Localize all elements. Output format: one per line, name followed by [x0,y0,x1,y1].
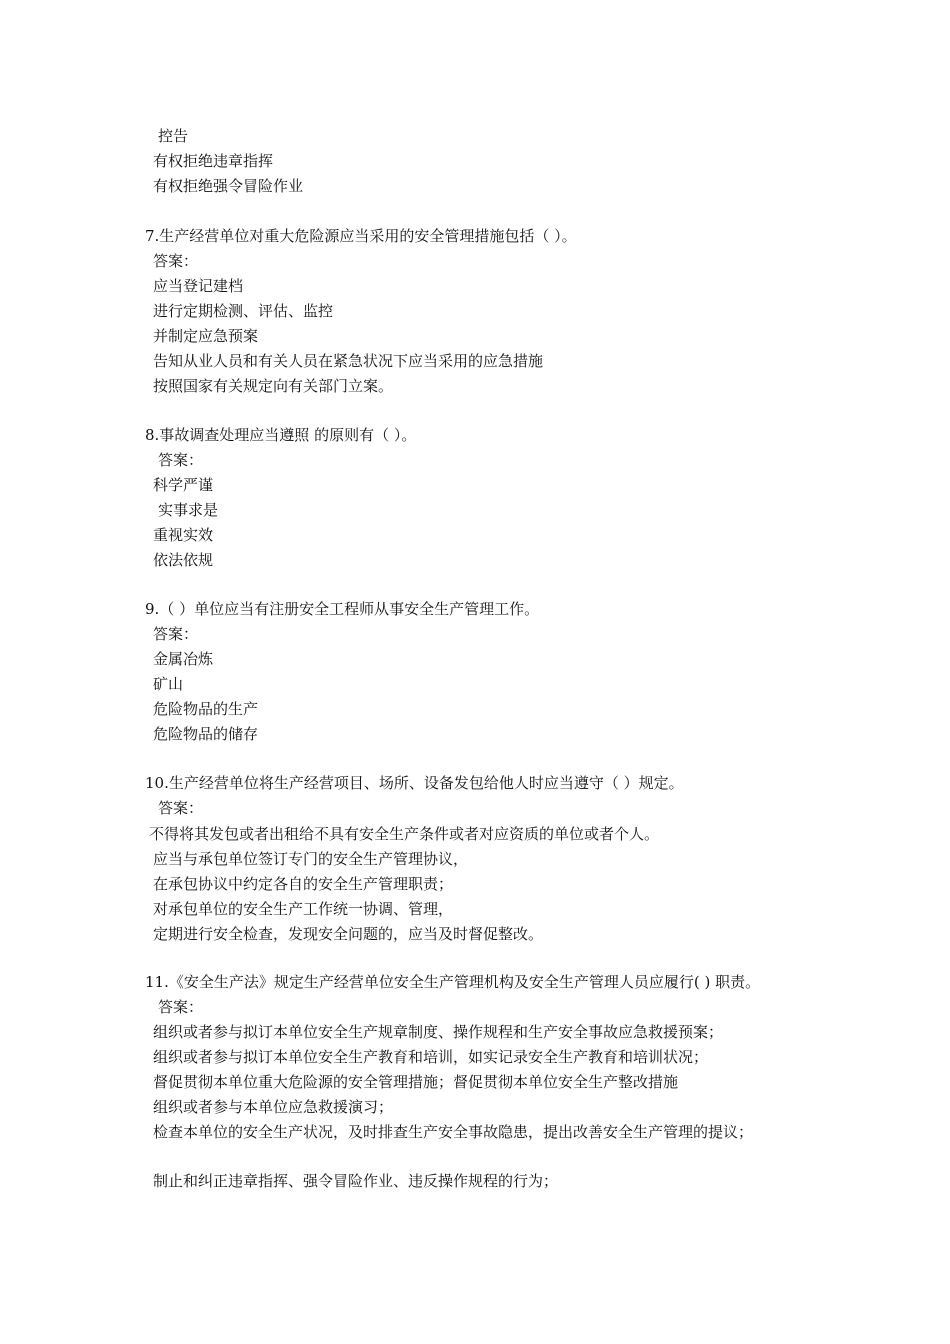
question-10: 10.生产经营单位将生产经营项目、场所、设备发包给他人时应当遵守（ ）规定。 [145,774,684,792]
option-line: 有权拒绝强令冒险作业 [153,177,304,195]
answer-label: 答案： [153,625,199,643]
option-line: 在承包协议中约定各自的安全生产管理职责； [153,875,454,893]
answer-label: 答案： [153,252,199,270]
option-line: 告知从业人员和有关人员在紧急状况下应当采用的应急措施 [153,352,544,370]
option-line: 并制定应急预案 [153,327,259,345]
option-line: 组织或者参与本单位应急救援演习； [153,1098,394,1116]
option-line: 进行定期检测、评估、监控 [153,302,334,320]
option-line: 不得将其发包或者出租给不具有安全生产条件或者对应资质的单位或者个人。 [149,825,660,843]
option-line: 控告 [158,127,189,145]
option-line: 矿山 [153,675,184,693]
option-line: 依法依规 [153,551,214,569]
option-line: 定期进行安全检查，发现安全问题的，应当及时督促整改。 [153,925,544,943]
option-line: 检查本单位的安全生产状况，及时排查生产安全事故隐患，提出改善安全生产管理的提议； [153,1123,754,1141]
option-line: 对承包单位的安全生产工作统一协调、管理， [153,900,454,918]
option-line: 危险物品的储存 [153,725,259,743]
option-line: 组织或者参与拟订本单位安全生产教育和培训，如实记录安全生产教育和培训状况； [153,1048,709,1066]
option-line: 重视实效 [153,526,214,544]
question-8: 8.事故调查处理应当遵照 的原则有（ ）。 [145,426,417,444]
option-line: 应当登记建档 [153,277,244,295]
option-line: 科学严谨 [153,476,214,494]
question-9: 9.（ ）单位应当有注册安全工程师从事安全生产管理工作。 [145,600,540,618]
option-line: 督促贯彻本单位重大危险源的安全管理措施；督促贯彻本单位安全生产整改措施 [153,1073,679,1091]
answer-label: 答案： [158,799,204,817]
option-line: 制止和纠正违章指挥、强令冒险作业、违反操作规程的行为； [153,1172,559,1190]
option-line: 组织或者参与拟订本单位安全生产规章制度、操作规程和生产安全事故应急救援预案； [153,1023,724,1041]
option-line: 应当与承包单位签订专门的安全生产管理协议， [153,850,469,868]
option-line: 按照国家有关规定向有关部门立案。 [153,377,394,395]
option-line: 金属冶炼 [153,650,214,668]
option-line: 有权拒绝违章指挥 [153,152,274,170]
option-line: 危险物品的生产 [153,700,259,718]
answer-label: 答案： [158,451,204,469]
answer-label: 答案： [158,998,204,1016]
option-line: 实事求是 [158,501,219,519]
question-7: 7.生产经营单位对重大危险源应当采用的安全管理措施包括（ ）。 [145,227,577,245]
question-11: 11.《安全生产法》规定生产经营单位安全生产管理机构及安全生产管理人员应履行( ) 职责。 [145,973,761,991]
